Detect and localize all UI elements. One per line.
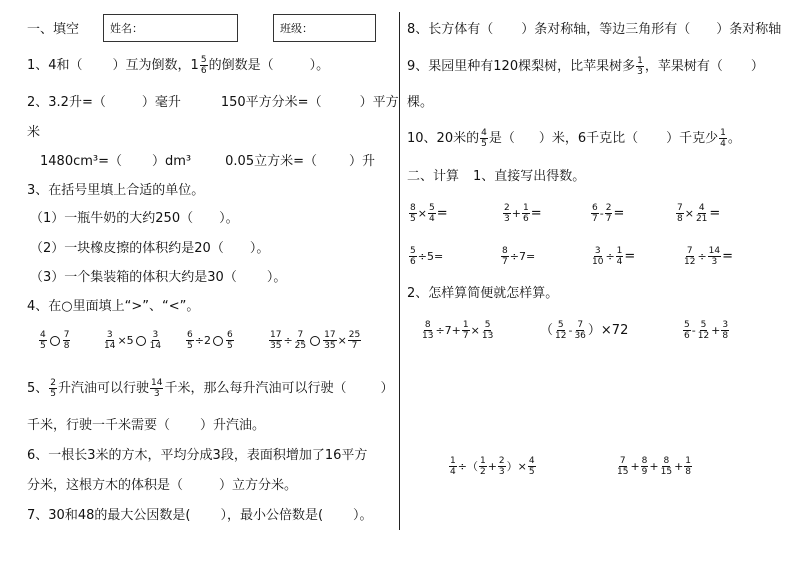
numerator: 5 <box>484 320 491 330</box>
numerator: 3 <box>722 320 729 330</box>
denominator: 12 <box>555 331 567 341</box>
fraction <box>200 55 208 76</box>
numerator: 1 <box>522 203 529 213</box>
text-fragment: ）条对称轴 <box>716 22 782 37</box>
numerator: 7 <box>63 330 70 340</box>
direct-calc-8: $\frac{7}{12}$ ÷ $\frac{14}{3}$ = <box>684 246 734 267</box>
fraction <box>421 320 434 341</box>
denominator: 7 <box>351 341 358 351</box>
text-fragment: × <box>470 324 480 337</box>
text-fragment: ÷ <box>605 250 615 263</box>
denominator: 6 <box>410 257 416 267</box>
compare-expr-3 <box>185 330 235 351</box>
text-fragment: 7、30和48的最大公因数是( <box>27 508 191 523</box>
denominator: 6 <box>684 331 690 341</box>
fraction <box>39 330 47 351</box>
fraction <box>684 456 692 477</box>
section-title-calc <box>407 168 585 186</box>
section-subtitle-simplify: 2、怎样算简便就怎样算。 <box>407 286 559 301</box>
denominator: 4 <box>450 467 456 477</box>
text-fragment: 千米，行驶一千米需要（ <box>27 418 171 433</box>
numerator: 5 <box>200 55 207 65</box>
denominator: 8 <box>677 214 683 224</box>
numerator: 3 <box>106 330 113 340</box>
text-fragment: ）。 <box>309 58 330 73</box>
text-fragment: ÷ <box>283 334 293 347</box>
text-fragment: （1）一瓶牛奶的大约250（ <box>30 211 194 226</box>
question-3-item-1 <box>30 210 239 228</box>
denominator: 7 <box>462 331 469 341</box>
fraction <box>641 456 649 477</box>
fraction <box>294 330 307 351</box>
numerator: 1 <box>479 456 486 466</box>
numerator: 14 <box>151 378 163 388</box>
text-fragment: 二、计算 <box>407 169 460 184</box>
text-fragment: ）平方 <box>359 95 399 110</box>
text-fragment: 1、直接写出得数。 <box>473 169 586 184</box>
denominator: 2 <box>479 467 486 477</box>
fraction <box>103 330 116 351</box>
text-fragment: 。 <box>727 131 741 146</box>
text-fragment: 分米，这根方木的体积是（ <box>27 478 184 493</box>
denominator: 12 <box>684 257 696 267</box>
fraction <box>503 203 511 224</box>
text-fragment: ，苹果树有（ <box>644 59 723 74</box>
numerator: 25 <box>348 330 361 340</box>
question-3-item-3 <box>30 269 286 287</box>
denominator: 21 <box>695 214 708 224</box>
denominator: 7 <box>592 214 598 224</box>
text-fragment: 1、4和（ <box>27 58 83 73</box>
fraction <box>409 203 417 224</box>
question-1 <box>27 55 329 76</box>
numerator: 5 <box>410 246 416 256</box>
numerator: 7 <box>577 320 584 330</box>
text-fragment: （ <box>540 323 554 338</box>
numerator: 8 <box>663 456 670 466</box>
question-9-line2: 棵。 <box>407 95 434 110</box>
denominator: 5 <box>481 139 487 149</box>
numerator: 4 <box>481 128 487 138</box>
denominator: 5 <box>226 341 233 351</box>
numerator: 3 <box>594 246 601 256</box>
numerator: 6 <box>187 330 193 340</box>
text-fragment: + <box>630 460 640 473</box>
numerator: 7 <box>619 456 626 466</box>
fraction <box>616 246 624 267</box>
fraction <box>683 246 696 267</box>
text-fragment: ）千克少 <box>666 131 719 146</box>
denominator: 36 <box>574 331 586 341</box>
text-fragment: ） <box>380 381 394 396</box>
text-fragment: ）。 <box>266 270 287 285</box>
fraction <box>501 246 509 267</box>
fraction <box>573 320 586 341</box>
text-fragment: 1480cm³=（ <box>40 154 122 169</box>
text-fragment: ÷7= <box>509 250 536 263</box>
text-fragment: ÷（ <box>457 460 478 473</box>
direct-calc-4: $\frac{7}{8}$ × $\frac{4}{21}$ = <box>677 203 721 224</box>
denominator: 5 <box>50 389 57 399</box>
direct-calc-3: $\frac{6}{7}$ - $\frac{2}{7}$ = <box>592 203 625 224</box>
fraction <box>605 203 613 224</box>
fraction <box>150 378 163 399</box>
fraction <box>721 320 729 341</box>
text-fragment: ）条对称轴，等边三角形有（ <box>521 22 691 37</box>
direct-calc-1: $\frac{8}{5}$ × $\frac{5}{4}$ = <box>410 203 448 224</box>
numerator: 3 <box>152 330 159 340</box>
fraction <box>683 320 691 341</box>
numerator: 17 <box>270 330 282 340</box>
direct-calc-6 <box>500 246 535 267</box>
denominator: 14 <box>104 341 116 351</box>
text-fragment: × <box>684 207 694 220</box>
numerator: 5 <box>428 203 435 213</box>
numerator: 6 <box>592 203 598 213</box>
fraction <box>226 330 234 351</box>
numerator: 2 <box>504 203 510 213</box>
fraction <box>269 330 282 351</box>
text-fragment: 0.05立方米=（ <box>225 154 317 169</box>
text-fragment: 8、长方体有（ <box>407 22 494 37</box>
numerator: 8 <box>502 246 508 256</box>
numerator: 2 <box>50 378 57 388</box>
numerator: 2 <box>605 203 612 213</box>
text-fragment: ）升 <box>348 154 375 169</box>
numerator: 1 <box>616 246 623 256</box>
compare-expr-4 <box>268 330 362 351</box>
denominator: 5 <box>187 341 193 351</box>
denominator: 6 <box>200 66 207 76</box>
numerator: 1 <box>462 320 469 330</box>
denominator: 4 <box>720 139 726 149</box>
text-fragment: ÷5= <box>417 250 444 263</box>
fraction <box>323 330 336 351</box>
text-fragment: ）dm³ <box>152 154 192 169</box>
text-fragment: ÷ <box>697 250 707 263</box>
name-label: 姓名： <box>110 22 143 35</box>
text-fragment: ）×72 <box>587 323 629 338</box>
denominator: 4 <box>616 257 623 267</box>
text-fragment: - <box>568 324 573 337</box>
numerator: 1 <box>637 56 643 66</box>
section-title-fill-blank: 一、填空 <box>27 22 80 37</box>
numerator: 7 <box>297 330 304 340</box>
text-fragment: （2）一块橡皮擦的体积约是20（ <box>30 241 224 256</box>
numerator: 5 <box>700 320 707 330</box>
numerator: 1 <box>685 456 692 466</box>
fraction <box>481 320 494 341</box>
fraction <box>462 320 470 341</box>
numerator: 5 <box>557 320 564 330</box>
question-9-line1 <box>407 56 764 77</box>
compare-circle[interactable] <box>310 336 320 346</box>
fraction <box>660 456 673 477</box>
text-fragment: + <box>711 324 721 337</box>
text-fragment: ×5 <box>117 334 134 347</box>
fraction <box>449 456 457 477</box>
question-6-line1: 6、一根长3米的方木，平均分成3段，表面积增加了16平方 <box>27 448 368 463</box>
text-fragment: 千米，那么每升汽油可以行驶（ <box>164 381 347 396</box>
name-field[interactable] <box>103 14 238 42</box>
simplify-calc-5 <box>615 456 693 477</box>
text-fragment: - <box>599 207 604 220</box>
denominator: 7 <box>605 214 612 224</box>
text-fragment: ）互为倒数，1 <box>112 58 199 73</box>
text-fragment: ）× <box>506 460 527 473</box>
column-divider <box>399 12 400 530</box>
numerator: 4 <box>698 203 705 213</box>
question-4-title: 4、在○里面填上“>”、“<”。 <box>27 299 200 314</box>
text-fragment: ）升汽油。 <box>200 418 266 433</box>
text-fragment: ），最小公倍数是( <box>220 508 324 523</box>
numerator: 17 <box>324 330 336 340</box>
fraction <box>480 128 488 149</box>
fraction <box>591 203 599 224</box>
class-field[interactable] <box>273 14 376 42</box>
question-7 <box>27 507 373 525</box>
compare-expr-2 <box>102 330 163 351</box>
fraction <box>479 456 487 477</box>
direct-calc-7: $\frac{3}{10}$ ÷ $\frac{1}{4}$ = <box>592 246 636 267</box>
denominator: 5 <box>40 341 46 351</box>
text-fragment: + <box>674 460 684 473</box>
text-fragment: 的倒数是（ <box>208 58 274 73</box>
denominator: 35 <box>270 341 282 351</box>
simplify-calc-2 <box>540 320 628 341</box>
question-6-line2 <box>27 477 297 495</box>
denominator: 4 <box>428 214 435 224</box>
fraction <box>697 320 710 341</box>
numerator: 8 <box>424 320 431 330</box>
question-3-item-2 <box>30 240 269 258</box>
fraction <box>186 330 194 351</box>
direct-calc-5 <box>408 246 443 267</box>
numerator: 7 <box>686 246 693 256</box>
denominator: 35 <box>324 341 336 351</box>
numerator: 5 <box>684 320 690 330</box>
text-fragment: ）毫升 <box>141 95 181 110</box>
denominator: 9 <box>641 467 648 477</box>
simplify-calc-4 <box>448 456 537 477</box>
text-fragment: （3）一个集装箱的体积大约是30（ <box>30 270 237 285</box>
fraction <box>708 246 721 267</box>
denominator: 3 <box>498 467 505 477</box>
text-fragment: + <box>511 207 521 220</box>
denominator: 8 <box>722 331 729 341</box>
denominator: 3 <box>637 67 643 77</box>
text-fragment: 是（ <box>488 131 515 146</box>
text-fragment: ÷7+ <box>435 324 461 337</box>
question-5-line2 <box>27 417 265 435</box>
fraction <box>636 56 644 77</box>
fraction <box>409 246 417 267</box>
text-fragment: ）。 <box>249 241 270 256</box>
text-fragment: × <box>337 334 347 347</box>
denominator: 5 <box>528 467 535 477</box>
fraction <box>695 203 708 224</box>
denominator: 25 <box>294 341 307 351</box>
compare-circle[interactable] <box>213 336 223 346</box>
text-fragment: + <box>649 460 659 473</box>
numerator: 4 <box>40 330 46 340</box>
question-2-line1 <box>27 94 399 112</box>
text-fragment: + <box>487 460 497 473</box>
text-fragment: ） <box>750 59 764 74</box>
fraction <box>591 246 604 267</box>
numerator: 1 <box>450 456 456 466</box>
denominator: 14 <box>149 341 162 351</box>
denominator: 6 <box>522 214 529 224</box>
denominator: 8 <box>685 467 692 477</box>
question-2-line3 <box>40 153 375 171</box>
fraction <box>676 203 684 224</box>
simplify-calc-1 <box>420 320 495 341</box>
denominator: 10 <box>592 257 604 267</box>
denominator: 8 <box>63 341 70 351</box>
fraction <box>616 456 629 477</box>
denominator: 5 <box>410 214 416 224</box>
simplify-calc-3 <box>682 320 730 341</box>
question-8 <box>407 21 781 39</box>
fraction <box>63 330 71 351</box>
denominator: 13 <box>481 331 494 341</box>
text-fragment: 150平方分米=（ <box>220 95 322 110</box>
fraction <box>149 330 162 351</box>
numerator: 14 <box>708 246 721 256</box>
fraction <box>528 456 536 477</box>
denominator: 13 <box>422 331 434 341</box>
compare-circle[interactable] <box>50 336 60 346</box>
fraction <box>498 456 506 477</box>
text-fragment: - <box>691 324 696 337</box>
numerator: 8 <box>641 456 648 466</box>
text-fragment: 升汽油可以行驶 <box>58 381 150 396</box>
text-fragment: 5、 <box>27 381 49 396</box>
numerator: 4 <box>528 456 535 466</box>
denominator: 7 <box>502 257 508 267</box>
text-fragment: 10、20米的 <box>407 131 480 146</box>
denominator: 12 <box>697 331 710 341</box>
numerator: 7 <box>677 203 683 213</box>
question-2-line2: 米 <box>27 125 41 140</box>
compare-circle[interactable] <box>136 336 146 346</box>
question-10 <box>407 128 741 149</box>
fraction <box>719 128 727 149</box>
fraction <box>522 203 530 224</box>
denominator: 15 <box>660 467 673 477</box>
fraction <box>348 330 361 351</box>
text-fragment: ）立方分米。 <box>219 478 298 493</box>
direct-calc-2: $\frac{2}{3}$ + $\frac{1}{6}$ = <box>504 203 542 224</box>
text-fragment: ）。 <box>353 508 373 523</box>
fraction <box>554 320 567 341</box>
fraction <box>49 378 57 399</box>
text-fragment: ）。 <box>219 211 239 226</box>
denominator: 15 <box>617 467 629 477</box>
question-5-line1 <box>27 378 394 399</box>
class-label: 班级： <box>280 22 313 35</box>
text-fragment: × <box>417 207 427 220</box>
numerator: 2 <box>498 456 505 466</box>
denominator: 3 <box>504 214 510 224</box>
text-fragment: 9、果园里种有120棵梨树，比苹果树多 <box>407 59 636 74</box>
question-3-title: 3、在括号里填上合适的单位。 <box>27 183 205 198</box>
compare-expr-1 <box>38 330 71 351</box>
fraction <box>428 203 436 224</box>
denominator: 3 <box>153 389 160 399</box>
text-fragment: ÷2 <box>194 334 211 347</box>
text-fragment: 2、3.2升=（ <box>27 95 106 110</box>
numerator: 8 <box>410 203 416 213</box>
numerator: 6 <box>226 330 233 340</box>
numerator: 1 <box>720 128 726 138</box>
denominator: 3 <box>711 257 718 267</box>
text-fragment: ）米，6千克比（ <box>538 131 639 146</box>
